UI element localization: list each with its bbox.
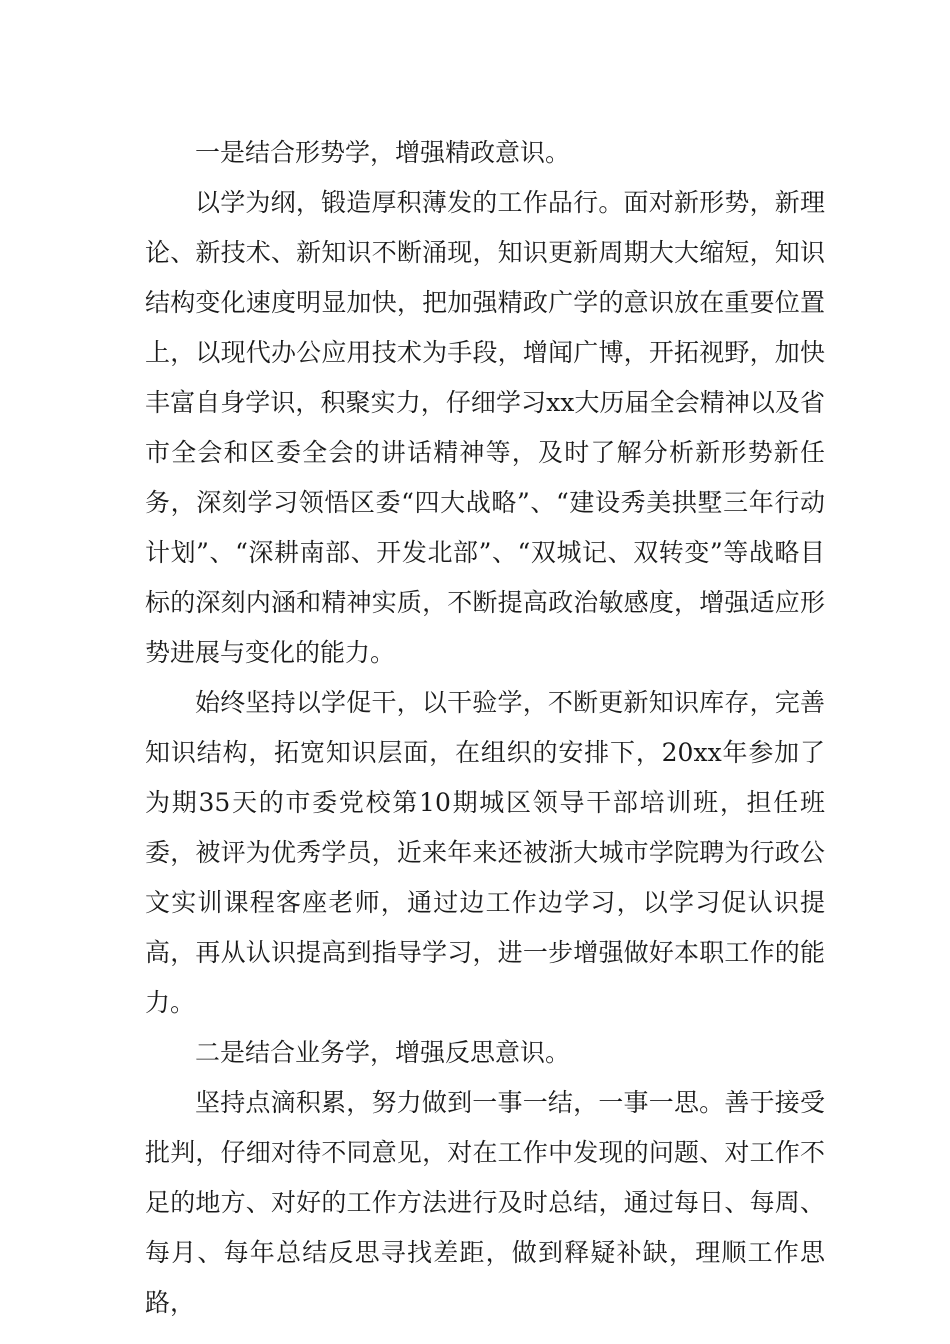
document-body: [145, 128, 825, 1328]
body-paragraph-2: 始终坚持以学促干，以干验学，不断更新知识库存，完善知识结构，拓宽知识层面，在组织的安排下，20xx年参加了为期35天的市委党校第10期城区领导干部培训班，担任班委，被评为优秀学员，近来年来还被浙大城市学院聘为行政公文实训课程客座老师，通过边工作边学习，以学习促认识提高，再从认识提高到指导学习，进一步增强做好本职工作的能力。: [145, 688, 825, 1017]
section-heading-2: 二是结合业务学，增强反思意识。: [195, 1038, 571, 1067]
body-paragraph-3: 坚持点滴积累，努力做到一事一结，一事一思。善于接受批判，仔细对待不同意见，对在工作中发现的问题、对工作不足的地方、对好的工作方法进行及时总结，通过每日、每周、每月、每年总结反思寻找差距，做到释疑补缺，理顺工作思路，: [145, 1088, 825, 1317]
section-heading-1: 一是结合形势学，增强精政意识。: [195, 138, 571, 167]
body-paragraph-1: 以学为纲，锻造厚积薄发的工作品行。面对新形势，新理论、新技术、新知识不断涌现，知识更新周期大大缩短，知识结构变化速度明显加快，把加强精政广学的意识放在重要位置上，以现代办公应用技术为手段，增闻广博，开拓视野，加快丰富自身学识，积聚实力，仔细学习xx大历届全会精神以及省市全会和区委全会的讲话精神等，及时了解分析新形势新任务，深刻学习领悟区委“四大战略”、“建设秀美拱墅三年行动计划”、“深耕南部、开发北部”、“双城记、双转变”等战略目标的深刻内涵和精神实质，不断提高政治敏感度，增强适应形势进展与变化的能力。: [145, 188, 825, 667]
